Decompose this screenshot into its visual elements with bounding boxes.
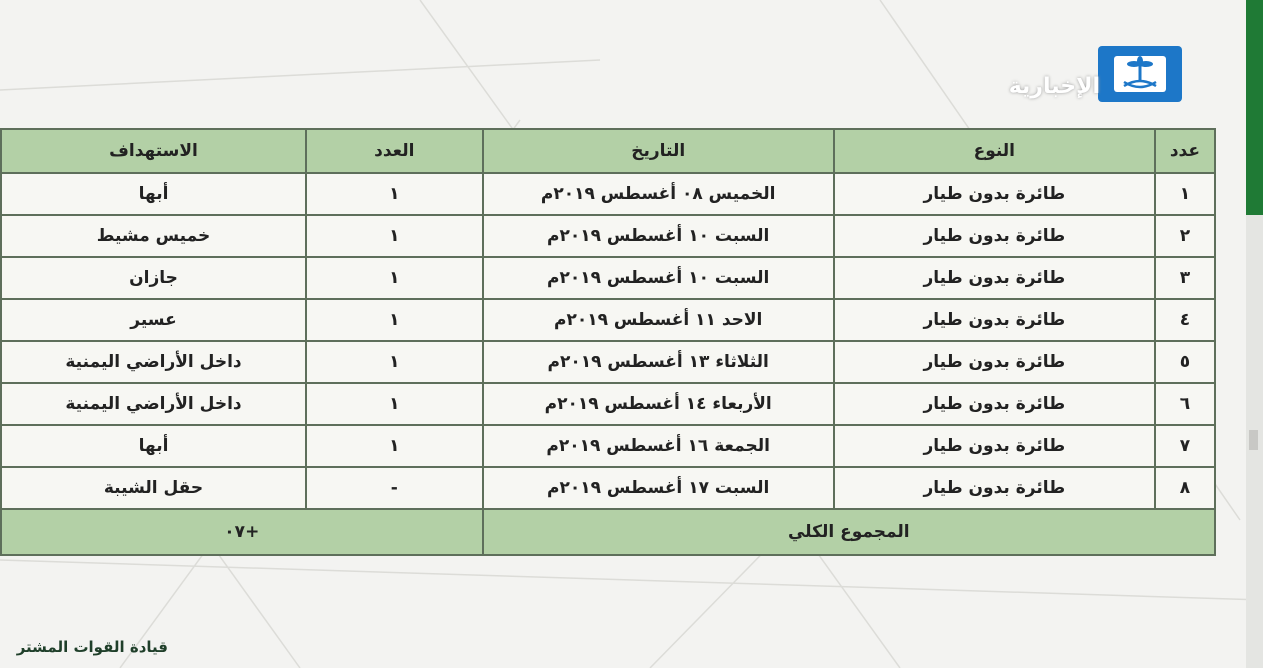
cell-number: ٢ bbox=[1155, 215, 1215, 257]
cell-target: داخل الأراضي اليمنية bbox=[1, 341, 306, 383]
cell-count: ١ bbox=[306, 173, 483, 215]
cell-count: ١ bbox=[306, 299, 483, 341]
table-row bbox=[1, 467, 1215, 509]
header-type: النوع bbox=[834, 129, 1155, 173]
cell-number: ٨ bbox=[1155, 467, 1215, 509]
cell-type: طائرة بدون طيار bbox=[834, 173, 1155, 215]
table-total-row bbox=[1, 509, 1215, 555]
cell-count: ١ bbox=[306, 383, 483, 425]
cell-target: داخل الأراضي اليمنية bbox=[1, 383, 306, 425]
cell-type: طائرة بدون طيار bbox=[834, 257, 1155, 299]
table-row bbox=[1, 173, 1215, 215]
cell-date: السبت ١٧ أغسطس ٢٠١٩م bbox=[483, 467, 834, 509]
cell-target: أبها bbox=[1, 425, 306, 467]
cell-date: الاحد ١١ أغسطس ٢٠١٩م bbox=[483, 299, 834, 341]
channel-logo-icon bbox=[1098, 46, 1182, 102]
footer-caption: قيادة القوات المشتر bbox=[16, 638, 168, 656]
cell-number: ١ bbox=[1155, 173, 1215, 215]
side-accent-green bbox=[1246, 0, 1263, 215]
total-value: +٠٧ bbox=[1, 509, 483, 555]
table-row bbox=[1, 299, 1215, 341]
cell-count: ١ bbox=[306, 215, 483, 257]
side-accent-bar bbox=[1246, 0, 1263, 668]
cell-type: طائرة بدون طيار bbox=[834, 341, 1155, 383]
header-target: الاستهداف bbox=[1, 129, 306, 173]
table-row bbox=[1, 341, 1215, 383]
header-count: العدد bbox=[306, 129, 483, 173]
cell-target: حقل الشيبة bbox=[1, 467, 306, 509]
cell-date: السبت ١٠ أغسطس ٢٠١٩م bbox=[483, 257, 834, 299]
header-date: التاريخ bbox=[483, 129, 834, 173]
table-header-row bbox=[1, 129, 1215, 173]
cell-date: الجمعة ١٦ أغسطس ٢٠١٩م bbox=[483, 425, 834, 467]
header-number: عدد bbox=[1155, 129, 1215, 173]
cell-type: طائرة بدون طيار bbox=[834, 425, 1155, 467]
table-row bbox=[1, 425, 1215, 467]
side-accent-mark bbox=[1249, 430, 1258, 450]
table-row bbox=[1, 383, 1215, 425]
cell-target: أبها bbox=[1, 173, 306, 215]
cell-type: طائرة بدون طيار bbox=[834, 383, 1155, 425]
cell-type: طائرة بدون طيار bbox=[834, 215, 1155, 257]
cell-date: الأربعاء ١٤ أغسطس ٢٠١٩م bbox=[483, 383, 834, 425]
cell-target: خميس مشيط bbox=[1, 215, 306, 257]
cell-target: عسير bbox=[1, 299, 306, 341]
cell-count: ١ bbox=[306, 425, 483, 467]
cell-number: ٤ bbox=[1155, 299, 1215, 341]
cell-target: جازان bbox=[1, 257, 306, 299]
table-row bbox=[1, 257, 1215, 299]
drone-attacks-table bbox=[0, 128, 1216, 556]
table-row bbox=[1, 215, 1215, 257]
cell-number: ٦ bbox=[1155, 383, 1215, 425]
cell-date: السبت ١٠ أغسطس ٢٠١٩م bbox=[483, 215, 834, 257]
total-label: المجموع الكلي bbox=[483, 509, 1215, 555]
cell-type: طائرة بدون طيار bbox=[834, 299, 1155, 341]
channel-logo-text: الإخبارية bbox=[1008, 74, 1100, 99]
cell-count: - bbox=[306, 467, 483, 509]
palm-swords-emblem-icon bbox=[1110, 52, 1170, 96]
cell-number: ٥ bbox=[1155, 341, 1215, 383]
cell-date: الثلاثاء ١٣ أغسطس ٢٠١٩م bbox=[483, 341, 834, 383]
cell-type: طائرة بدون طيار bbox=[834, 467, 1155, 509]
cell-number: ٣ bbox=[1155, 257, 1215, 299]
cell-number: ٧ bbox=[1155, 425, 1215, 467]
cell-date: الخميس ٠٨ أغسطس ٢٠١٩م bbox=[483, 173, 834, 215]
cell-count: ١ bbox=[306, 341, 483, 383]
cell-count: ١ bbox=[306, 257, 483, 299]
